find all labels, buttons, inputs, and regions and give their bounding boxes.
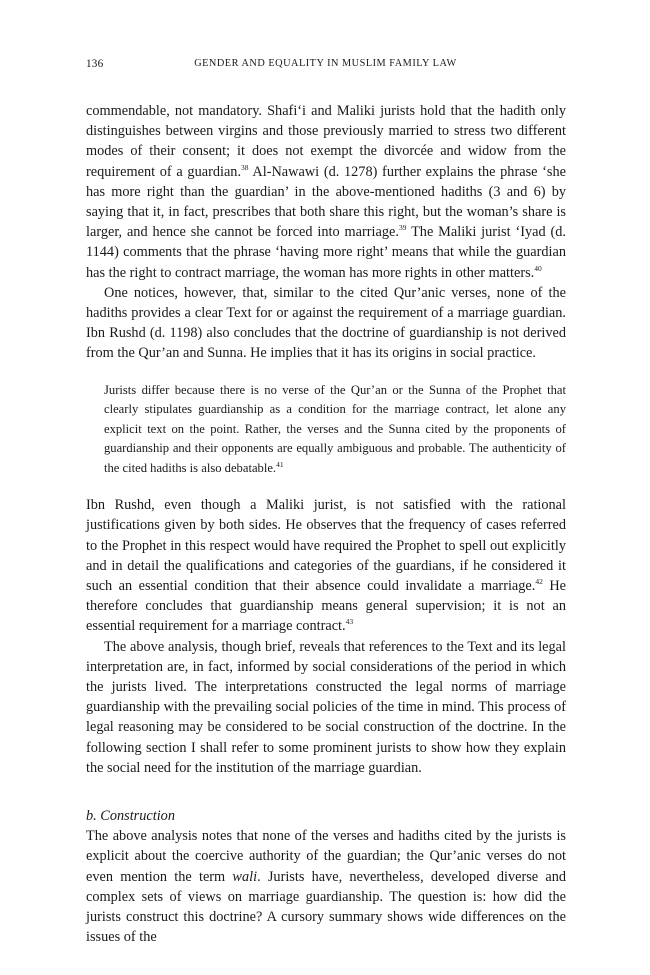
footnote-ref-43: 43 bbox=[345, 617, 354, 627]
term-wali: wali bbox=[232, 868, 258, 885]
footnote-ref-39: 39 bbox=[398, 223, 407, 233]
section-heading: b. Construction bbox=[86, 807, 175, 824]
page-number: 136 bbox=[86, 58, 104, 70]
page-header bbox=[86, 58, 565, 74]
block-quote bbox=[104, 381, 566, 479]
paragraph-3-text-b: He therefore concludes that guardianship means general supervision; it is not an essential requirement for a marriage contract. bbox=[86, 577, 566, 635]
paragraph-1-text-c: The Maliki jurist ‘Iyad (d. 1144) comments that the phrase ‘having more right’ means that while the guardian has the right to contract marriage, the woman has more rights in other matters. bbox=[86, 224, 566, 281]
running-title: GENDER AND EQUALITY IN MUSLIM FAMILY LAW bbox=[194, 58, 457, 69]
paragraph-1-text-a: commendable, not mandatory. Shafi‘i and Maliki jurists hold that the hadith only distinguishes between virgins and those previously married to stress two different modes of their consent; it does not exempt the divorcée and widow from the requirement of a guardian. bbox=[86, 103, 566, 180]
paragraph-1-text-b: Al-Nawawi (d. 1278) further explains the phrase ‘she has more right than the guardian’ in the above-mentioned hadiths (3 and 6) by saying that it, in fact, prescribes that both share this right, but the woman’s share is larger, and hence she cannot be forced into marriage. bbox=[86, 163, 566, 241]
footnote-ref-41: 41 bbox=[276, 459, 284, 469]
body-text bbox=[86, 101, 566, 947]
paragraph-2: One notices, however, that, similar to the cited Qur’anic verses, none of the hadiths provides a clear Text for or against the requirement of a marriage guardian. Ibn Rushd (d. 1198) also concludes that the doctrine of guardianship is not derived from the Qur’an and Sunna. He implies that it has its origins in social practice. bbox=[86, 284, 566, 362]
block-quote-body: Jurists differ because there is no verse of the Qur’an or the Sunna of the Prophet that clearly stipulates guardianship as a condition for the marriage contract, let alone any explicit text on the point. Rather, the verses and the Sunna cited by the proponents of guardianship and their opponents are equally ambiguous and probable. The authenticity of the cited hadiths is also debatable. bbox=[104, 382, 566, 475]
footnote-ref-42: 42 bbox=[535, 577, 543, 587]
paragraph-3 bbox=[86, 495, 566, 636]
paragraph-4: The above analysis, though brief, reveals that references to the Text and its legal interpretation are, in fact, informed by social considerations of the period in which the jurists lived. The interpretations constructed the legal norms of marriage guardianship with the prevailing social policies of the time in mind. This process of legal reasoning may be considered to be social construction of the doctrine. In the following section I shall refer to some prominent jurists to show how they explain the social need for the institution of the marriage guardian. bbox=[86, 638, 566, 776]
block-quote-text bbox=[104, 381, 566, 479]
paragraph-5-text-a: The above analysis notes that none of the verses and hadiths cited by the jurists is explicit about the coercive authority of the guardian; the Qur’anic verses do not even mention the term bbox=[86, 828, 566, 885]
paragraph-1 bbox=[86, 101, 566, 283]
footnote-ref-40: 40 bbox=[534, 263, 542, 273]
paragraph-5 bbox=[86, 826, 566, 947]
paragraph-3-text-a: Ibn Rushd, even though a Maliki jurist, is not satisfied with the rational justifications given by both sides. He observes that the frequency of cases referred to the Prophet in this respect would have required the Prophet to spell out explicitly and in detail the qualifications and categories of the guardians, if he considered it such an essential condition that their absence could invalidate a marriage. bbox=[86, 497, 566, 594]
footnote-ref-38: 38 bbox=[241, 162, 249, 172]
paragraph-5-text-b: . Jurists have, nevertheless, developed diverse and complex sets of views on marriage guardianship. The question is: how did the jurists construct this doctrine? A cursory summary shows wide differences on the issues of the bbox=[86, 868, 567, 946]
